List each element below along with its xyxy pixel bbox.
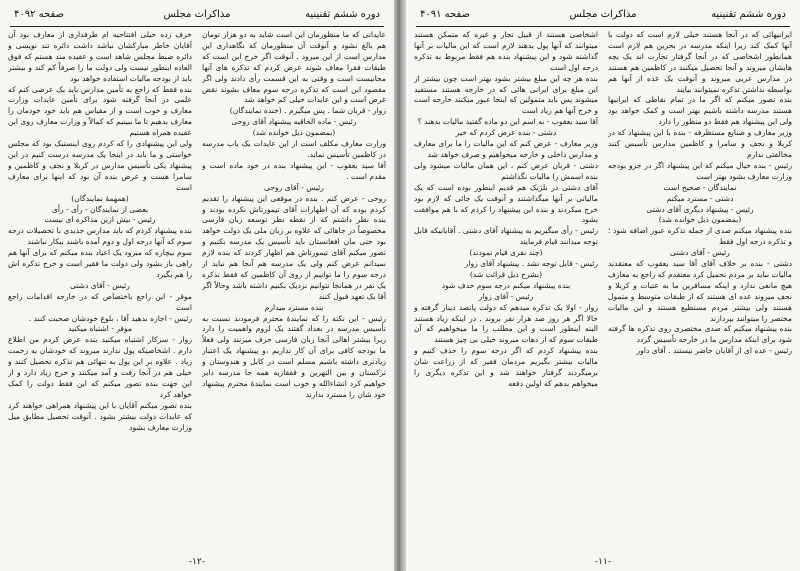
paragraph: رئیس - آقای زوار (478, 291, 534, 301)
paragraph: زوار - قربان شما . پس میگیرم . (خنده نمایندگان) (229, 106, 386, 116)
paragraph: بنده تصور میکنم آقایان با این پیشنهاد همراهی خواهند کرد که عایدات دولت بیشتر بشود . آنوقت تحصیل مطابق میل وزارت معارف بشود (8, 400, 192, 432)
left-column-right (202, 30, 386, 551)
right-page-footer: -۱۱- (594, 557, 612, 567)
paragraph: بنده پیشنهاد میکنم که صدی مختصری روی تذکره ها گرفته شود برای اینکه مدارس ما در خارجه تأسیس گردد (608, 324, 792, 345)
paragraph: (بمضمون ذیل خوانده شد) (658, 215, 742, 225)
book-gutter (394, 0, 406, 571)
paragraph: سوم بیچاره که مبرود یک اعیاد بنده میکنم که برای آنها هم راهی باز بشود ولی دولت ما فقیر است و خرج تذکره اش را هم بگیرد (8, 248, 192, 279)
paragraph: (همهمهٔ نمایندگان) (71, 193, 129, 203)
paragraph: دشتی - بنده بر خلاف آقای آقا سید یعقوب که معتقدند مالیات نباید بر مردم تحمیل کرد معتقدم که راجع به معارف هیچ مانعی ندارد و اینکه مسافرین ما به عتبات و کربلا و نجف میروند عده ای هستند که از طبقات متوسط و متمول هستند ولی بیشتر مردم مستطیع هستند و این مالیات مختصر را میتوانند بپردازند (608, 259, 792, 323)
paragraph: رئیس - رأی میگیریم به پیشنهاد آقای دشتی . آقایانیکه قابل توجه میدانند قیام فرمایند (414, 226, 598, 247)
right-column-right (608, 30, 792, 551)
paragraph: نمایندگان - صحیح است (663, 182, 737, 192)
right-page-title: مذاکرات مجلس (569, 9, 637, 20)
right-column-left (414, 30, 598, 551)
paragraph: روحی - عرض کنم . بنده در موقعی این پیشنهاد را تقدیم کردم بوده که آن اظهارات آقای تیمورتاش نکرده بودند و بنده نظر داشتم که از نقطه نظر توسعه زبان فارسی مخصوصاً در جاهائی که علاوه بر زبان ملی یک دولت خواهد بود حتی مان افغانستان باید تأسیس یک مدرسه بکنیم و تصور میکنم آقای تیمورتاش هم اظهار کردند که بنده لازم نمیدانم عرض کنم ولی یک مدرسه هم آنجا هم نباید از درجه سوم را ما توانیم از روی آن کاظمین که فقط تذکره یک نفر در همانجا نتوانیم نزدیک بکنیم داشته باشد وحالاً اگر آقا یک تعهد قبول کنند (202, 193, 386, 301)
paragraph: رئیس - بنده خیال میکنم که این پیشنهاد اگر در جزو بودجه وزارت معارف بشود بهتر است (608, 160, 792, 181)
paragraph: رئیس - پیشنهاد دیگری آقای دشتی (646, 204, 754, 214)
paragraph: زوار - سرکار اشتباه میکنید بنده عرض کردم من اطلاع دارم . اشخاصیکه پول ندارند میروند که خودشان به زحمت زیاد . علاوه بر این پول به تنهائی هم تذکره تحصیل کنند و خیلی هم در آنجا رفت و آمد میکنند و خرج زیاد دارد و از این جهت بنده تصور میکنم که این فقط دولت را کمک خواهد کرد (8, 335, 192, 399)
left-session-label: دوره ششم تقنینیه (305, 9, 380, 20)
paragraph: دشتی - بنده عرض کردم که خیر (455, 128, 557, 138)
paragraph: رئیس - آقای دشتی (670, 248, 730, 258)
paragraph: بنده پیشنهاد کردم که اگر درجه سوم را حذف کنیم و مالیات بیشتر بگیریم مردمان فقیر که از زراعت شان برمیگردند گرفتار خواهند شد و این تذکره دیگری را میخواهم بدهم که اولین دفعه (414, 346, 598, 388)
paragraph: آقا سید یعقوب - این پیشنهاد بنده در خود ماده است و مقدم است . (202, 160, 386, 181)
paragraph: بنده پیشنهاد کردم که باید مدارس جدیدی با تحصیلات درجه سوم که آنها درجه اول و دوم آمده باشند بیکار نباشند (8, 226, 192, 247)
paragraph: رئیس - بیش ازین مذاکره ای نیست (44, 215, 156, 225)
paragraph: وزارت معارف مکلف است از این عایدات یک باب مدرسه در کاظمین تأسیس نماید. (202, 139, 386, 159)
paragraph: رئیس - آقای دشتی (70, 280, 130, 290)
left-page-number: صفحه ۴۰۹۲ (14, 9, 65, 20)
paragraph: بنده پیشنهاد میکنم صدی از جمله تذکره عبور اضافه شود ؛ و تذکره درجه اول فقط (608, 226, 792, 247)
paragraph: دشتی - مسترد میکنم (666, 193, 734, 203)
paragraph: بنده تصور میکنم که اگر ما در تمام نقاطی که ایرانیها هستند مدرسه داشته باشیم بهتر است و کمک خواهد بود ولی این پیشنهاد هم فقط دو منظور را دارد (608, 95, 792, 127)
paragraph: رئیس - اجازه بدهید آقا ، بلوغ خودشان صحبت کنند . (28, 313, 192, 323)
paragraph: دشتی - قربان عرض کنم ، این همان مالیات میشود ولی بنده اسمش را مالیات نگذاشتم (414, 160, 598, 181)
paragraph: موقر - این راجع باختصاص که در خارجه اقدامات راجع است (8, 291, 192, 312)
right-session-label: دوره ششم تقنینیه (711, 9, 786, 20)
left-page (0, 0, 394, 571)
paragraph: رئیس - ماده الحاقیه پیشنهاد آقای روحی (231, 117, 357, 127)
paragraph: رئیس - این نکته را که نمایندهٔ محترم فرمودند نسبت به تأسیس مدرسه در بغداد گفتند یک لزوم واهمیت را دارد زیرا بیشتر اهالی آنجا زبان فارسی حرف میزنند ولی فعلاً ما بودجه کافی برای آن کار نداریم ،و پیشنهاد یک اعتبار زیادتری داشته باشیم مسلم است در کابل و هندوستان و ترکستان و بین النهرین و قفقازیه همه جا مدرسه دایر خواهیم کرد انشاءالله و خوب است نمایندهٔ محترم پیشنهاد خود شان را مسترد بدارند (202, 313, 386, 399)
paragraph: بنده مسترد میدارم (264, 302, 324, 312)
paragraph: بنده فقط که راجع به تأمین مدارس باید یک عرضی کنم که علمی در آنجا گرفته شود برای تأمین عایدات وزارت معارف و خوب است و از مقیاس هم باید خود خودمان را معارف بدهیم تا ما ببینیم که کمالاً و وزارت معارف روی این عقیده همراه هستیم (8, 84, 192, 138)
paragraph: اشخاصی هستند از قبیل تجار و غیره که متمکن هستند میتوانند که آنها پول بدهند لازم است که این مالیات بر آنها گذاشته شود و این پیشنهاد بنده هم فقط مربوط به تذکره درجه اول است (414, 30, 598, 72)
right-page-number: صفحه ۴۰۹۱ (420, 9, 471, 20)
left-page-body (8, 30, 386, 551)
paragraph: وزیر معارف و صنایع مستظرفه - بنده با این پیشنهاد که در کربلا و نجف و سامرا و کاظمین مدارس تأسیس کنند مخالفتی ندارم (608, 128, 792, 159)
right-page (406, 0, 800, 571)
left-column-left (8, 30, 192, 551)
paragraph: رئیس - آقای روحی (264, 182, 324, 192)
paragraph: وزیر معارف - عرض کنم که این مالیات را ما برای معارف و مدارس داخلی و خارجه میخواهیم و صرف خواهد شد (414, 139, 598, 159)
paragraph: عایداتی که ما منظورمان این است شاید به دو هزار تومان هم بالغ نشود و آنوقت آن منظورمان که نگاهداری این مدارس است از این میرود . آنوقت اگر خرج این است که طبقات فقرا معاف شوند عرض کردم که تذکره های آنها مجانیست است و وقتی به این قسمت رأی دادند ولی اگر مقصود این است که تذکره درجه سوم معاف بشوند نقض غرض است و این عایدات خیلی کم خواهد شد (202, 30, 386, 105)
paragraph: بنده هر چه این مبلغ بیشتر بشود بهتر است چون بیشتر از این مبلغ برای ایرانی هائی که در خارجه هستند مستفید میشوند پس باید متمولین که اینجا عبور میکنند خارجه است و خرج آنها هم زیاد است (414, 73, 598, 116)
paragraph: بعضی از نمایندگان - رأی - رأی (51, 204, 149, 214)
paragraph: ایرانیهائی که در آنجا هستند خیلی لازم است که دولت با آنها کمک کند زیرا اینکه مدرسه در بحرین هم لازم است همانطور اشخاصی که در آنجا گرفتار تجارت اند یک بچه هایشان میروند و آنجا تحصیل میکنند در کاظمین هم هستند در مدارس عربی میروند و آنوقت یک عده از آنها هم بواسطه نداشتن تذکره نمیتوانند بیایند (608, 30, 792, 94)
left-page-header (10, 6, 384, 27)
paragraph: بنده پیشنهاد میکنم درجه سوم حذف شود (441, 280, 571, 290)
paragraph: موقر - اشتباه میکنید (67, 324, 133, 334)
right-page-body (414, 30, 792, 551)
paragraph: ولی این پیشنهادی را که کردم روی اینستیک بود که مجلس خواستی و ما باید در اینجا یک مدرسه درست کنیم در این پیشنهاد یکی تأسیس مدارس در کربلا و نجف و کاظمین و سامرا هست و عرض بنده آن بود که اینها برای معارف است (8, 139, 192, 192)
paragraph: خرف زده خیلی افتتاحیه ام طرفداری از معارف بود آن آقایان خاطر مبارکشان نباشد داشت دائره تند نویسی و دائره ضبط مجلس شاهد است و عقیده مند هستم که فوق العاده اینطور نیست ولی دولت ما را صرفاً کم کند و بیشتر باید از بودجه مالیات استفاده خواهد بود (8, 30, 192, 83)
paragraph: (بشرح ذیل قرائت شد) (469, 269, 543, 279)
right-page-header (416, 6, 790, 27)
left-page-title: مذاکرات مجلس (163, 9, 231, 20)
paragraph: رئیس - عده ای از آقایان حاضر نیستند . آقای داور (636, 346, 792, 356)
paragraph: آقای دشتی در بلژیک هم قدیم اینطور بوده است که یک مالیاتی بر آنها میگذاشتند و آنوقت یک جائی که لازم بود خرج میکردند و بنده این پیشنهاد را کردم که با هم موافقت بشود (414, 182, 598, 225)
paragraph: (بمضمون ذیل خوانده شد) (252, 128, 336, 138)
paragraph: رئیس - قابل توجه نشد . پیشنهاد آقای زوار (464, 259, 598, 269)
paragraph: زوار - اولا یک تذکره میدهم که دولت پانصد دینار گرفته و حالا اگر هر روز صد هزار نفر بروند . در اینکه زیاد هستند البته اینطور است و این مطلب را ما میخواهیم که آن طبقات سوم که از دهات میروند خیلی بی چیز هستند (414, 302, 598, 345)
paragraph: (چند نفری قیام نمودند) (469, 248, 543, 258)
paragraph: آقا سید یعقوب - به اسم این دو ماده گفتید مالیات بدهند ؟ (417, 117, 598, 127)
left-page-footer: -۱۲- (188, 557, 206, 567)
